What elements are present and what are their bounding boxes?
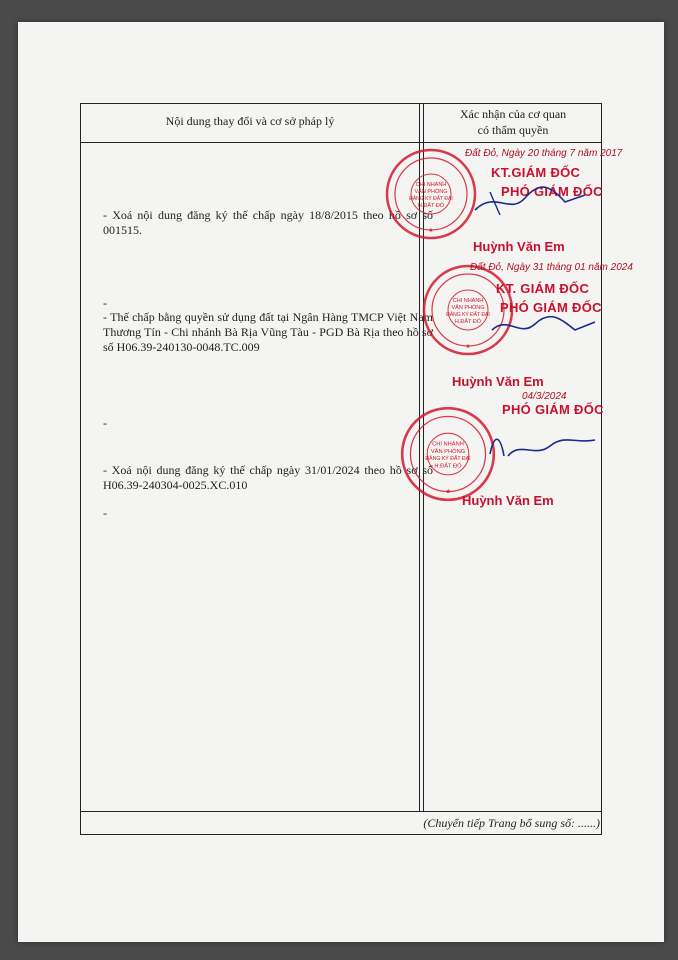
header-confirm-line2: có thẩm quyền xyxy=(477,123,549,137)
svg-text:H.ĐẤT ĐỎ: H.ĐẤT ĐỎ xyxy=(417,203,445,209)
svg-text:★: ★ xyxy=(445,488,451,496)
svg-text:VĂN PHÒNG: VĂN PHÒNG xyxy=(414,189,448,195)
svg-text:ĐĂNG KÝ ĐẤT ĐAI: ĐĂNG KÝ ĐẤT ĐAI xyxy=(425,456,471,463)
header-content-column: Nội dung thay đổi và cơ sở pháp lý xyxy=(165,114,335,128)
signature-1 xyxy=(470,180,590,220)
svg-text:★: ★ xyxy=(465,344,471,350)
svg-text:VĂN PHÒNG: VĂN PHÒNG xyxy=(451,305,485,311)
header-divider xyxy=(81,142,601,143)
header-confirm-column xyxy=(425,106,601,138)
confirmation-1-date: Đất Đỏ, Ngày 20 tháng 7 năm 2017 xyxy=(465,148,623,159)
dash-3: - xyxy=(103,506,107,520)
confirmation-2-name: Huỳnh Văn Em xyxy=(452,374,544,389)
confirmation-1-title2: PHÓ GIÁM ĐỐC xyxy=(501,184,603,199)
svg-text:H.ĐẤT ĐỎ: H.ĐẤT ĐỎ xyxy=(454,319,482,325)
entry-3: - Xoá nội dung đăng ký thế chấp ngày 31/01/2024 theo hồ sơ số H06.39-240304-0025.XC.010 xyxy=(103,463,433,492)
svg-text:H.ĐẤT ĐỎ: H.ĐẤT ĐỎ xyxy=(434,463,462,470)
signature-3 xyxy=(480,426,600,466)
svg-text:ĐĂNG KÝ ĐẤT ĐAI: ĐĂNG KÝ ĐẤT ĐAI xyxy=(409,196,453,202)
svg-text:★: ★ xyxy=(428,228,434,234)
confirmation-3-date: 04/3/2024 xyxy=(522,391,567,402)
svg-text:CHI NHÁNH: CHI NHÁNH xyxy=(452,298,484,304)
confirmation-1-title1: KT.GIÁM ĐỐC xyxy=(491,165,581,180)
confirmation-2-date: Đất Đỏ, Ngày 31 tháng 01 năm 2024 xyxy=(470,262,633,273)
entry-1: - Xoá nội dung đăng ký thế chấp ngày 18/8/2015 theo hồ sơ số 001515. xyxy=(103,208,433,237)
svg-text:ĐĂNG KÝ ĐẤT ĐAI: ĐĂNG KÝ ĐẤT ĐAI xyxy=(446,312,490,318)
confirmation-2 xyxy=(470,262,660,315)
confirmation-1-name: Huỳnh Văn Em xyxy=(473,239,565,254)
confirmation-3-name: Huỳnh Văn Em xyxy=(462,493,554,508)
entry-2: - Thế chấp bằng quyền sử dụng đất tại Ngân Hàng TMCP Việt Nam Thương Tín - Chi nhánh Bà Rịa Vũng Tàu - PGD Bà Rịa theo hồ sơ số H06.39-240130-0048.TC.009 xyxy=(103,310,433,354)
confirmation-3-title2: PHÓ GIÁM ĐỐC xyxy=(502,402,604,417)
header-confirm-line1: Xác nhận của cơ quan xyxy=(459,107,567,121)
confirmation-2-title1: KT. GIÁM ĐỐC xyxy=(496,281,590,296)
svg-text:VĂN PHÒNG: VĂN PHÒNG xyxy=(430,448,466,455)
signature-2 xyxy=(490,310,600,340)
footer-divider xyxy=(81,811,601,812)
svg-text:CHI NHÁNH: CHI NHÁNH xyxy=(432,441,464,448)
dash-1: - xyxy=(103,296,107,310)
continuation-note: (Chuyển tiếp Trang bổ sung số: ......) xyxy=(423,816,600,830)
dash-2: - xyxy=(103,416,107,430)
confirmation-2-title2: PHÓ GIÁM ĐỐC xyxy=(500,300,602,315)
svg-text:CHI NHÁNH: CHI NHÁNH xyxy=(415,182,447,188)
